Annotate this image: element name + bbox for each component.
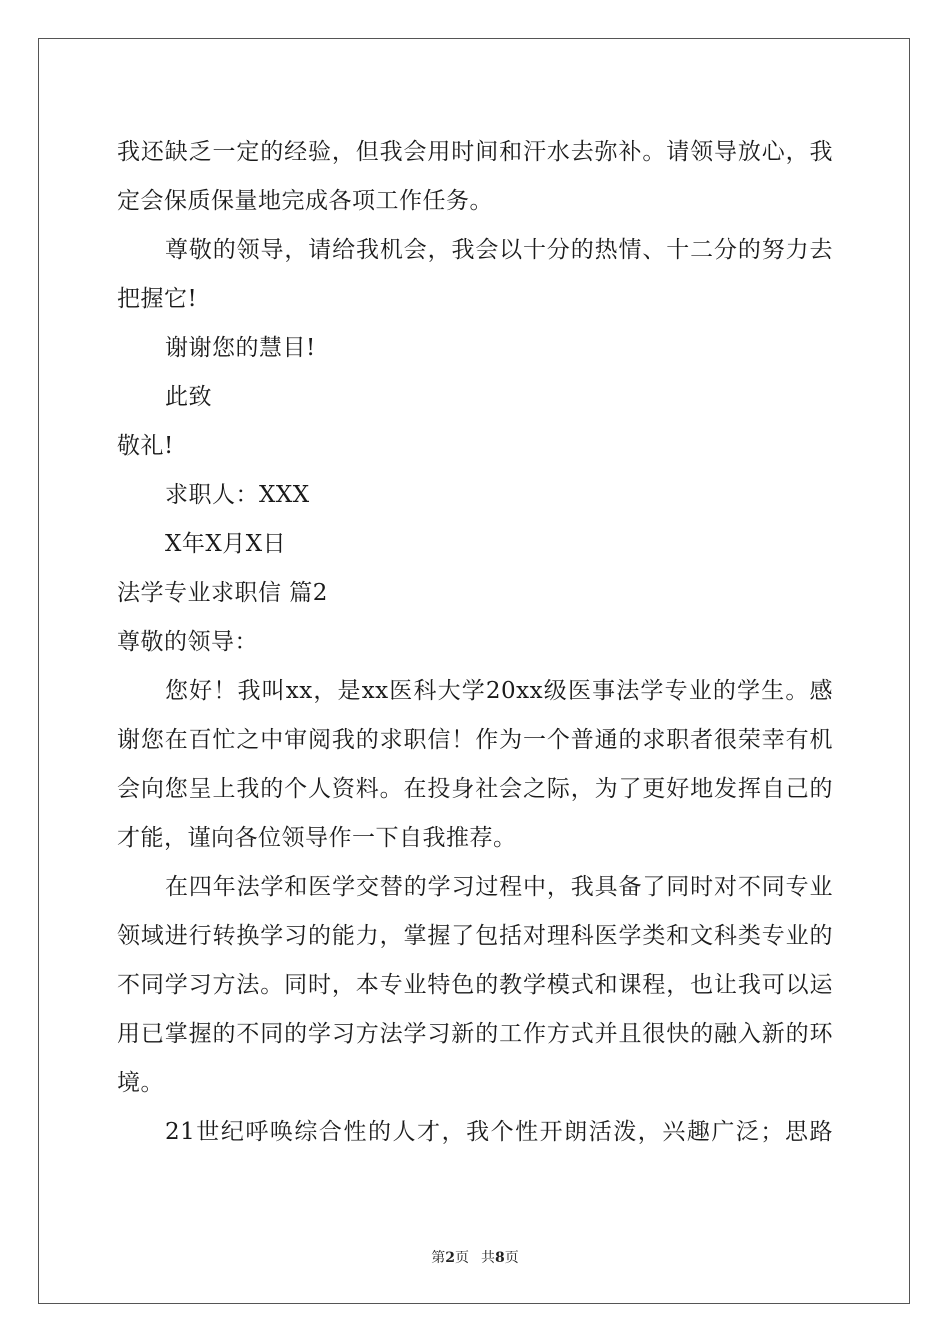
text-line: 我还缺乏一定的经验，但我会用时间和汗水去弥补。请领导放心，我 — [117, 139, 833, 165]
text-line: 会向您呈上我的个人资料。在投身社会之际，为了更好地发挥自己的 — [117, 776, 833, 802]
text-line: 才能，谨向各位领导作一下自我推荐。 — [117, 825, 517, 851]
text-line: 定会保质保量地完成各项工作任务。 — [117, 188, 493, 214]
text-line: 用已掌握的不同的学习方法学习新的工作方式并且很快的融入新的环 — [117, 1021, 833, 1047]
total-suffix: 页 — [504, 1250, 519, 1266]
total-pages: 8 — [495, 1250, 505, 1266]
total-prefix: 共 — [481, 1250, 495, 1266]
text-line: 您好！我叫xx，是xx医科大学20xx级医事法学专业的学生。感 — [165, 678, 833, 704]
page-suffix: 页 — [455, 1250, 469, 1266]
signature-line: 求职人：XXX — [165, 482, 310, 508]
text-line: 谢您在百忙之中审阅我的求职信！作为一个普通的求职者很荣幸有机 — [117, 727, 833, 753]
document-body — [117, 128, 833, 1157]
text-line: 在四年法学和医学交替的学习过程中，我具备了同时对不同专业 — [165, 874, 833, 900]
page-footer — [0, 1247, 950, 1267]
text-line: 领域进行转换学习的能力，掌握了包括对理科医学类和文科类专业的 — [117, 923, 833, 949]
text-line: 不同学习方法。同时，本专业特色的教学模式和课程，也让我可以运 — [117, 972, 833, 998]
text-line: 谢谢您的慧目! — [165, 335, 316, 361]
text-line: 21世纪呼唤综合性的人才，我个性开朗活泼，兴趣广泛；思路 — [165, 1119, 833, 1145]
greeting-line: 尊敬的领导： — [117, 629, 258, 655]
page-prefix: 第 — [431, 1250, 446, 1266]
text-line: 境。 — [117, 1070, 164, 1096]
text-line: 尊敬的领导，请给我机会，我会以十分的热情、十二分的努力去 — [165, 237, 833, 263]
closing-line: 此致 — [165, 384, 212, 410]
page-number: 2 — [445, 1250, 455, 1266]
salutation-line: 敬礼! — [117, 433, 174, 459]
section-heading: 法学专业求职信 篇2 — [117, 580, 328, 606]
text-line: 把握它! — [117, 286, 198, 312]
date-line: X年X月X日 — [165, 531, 287, 557]
